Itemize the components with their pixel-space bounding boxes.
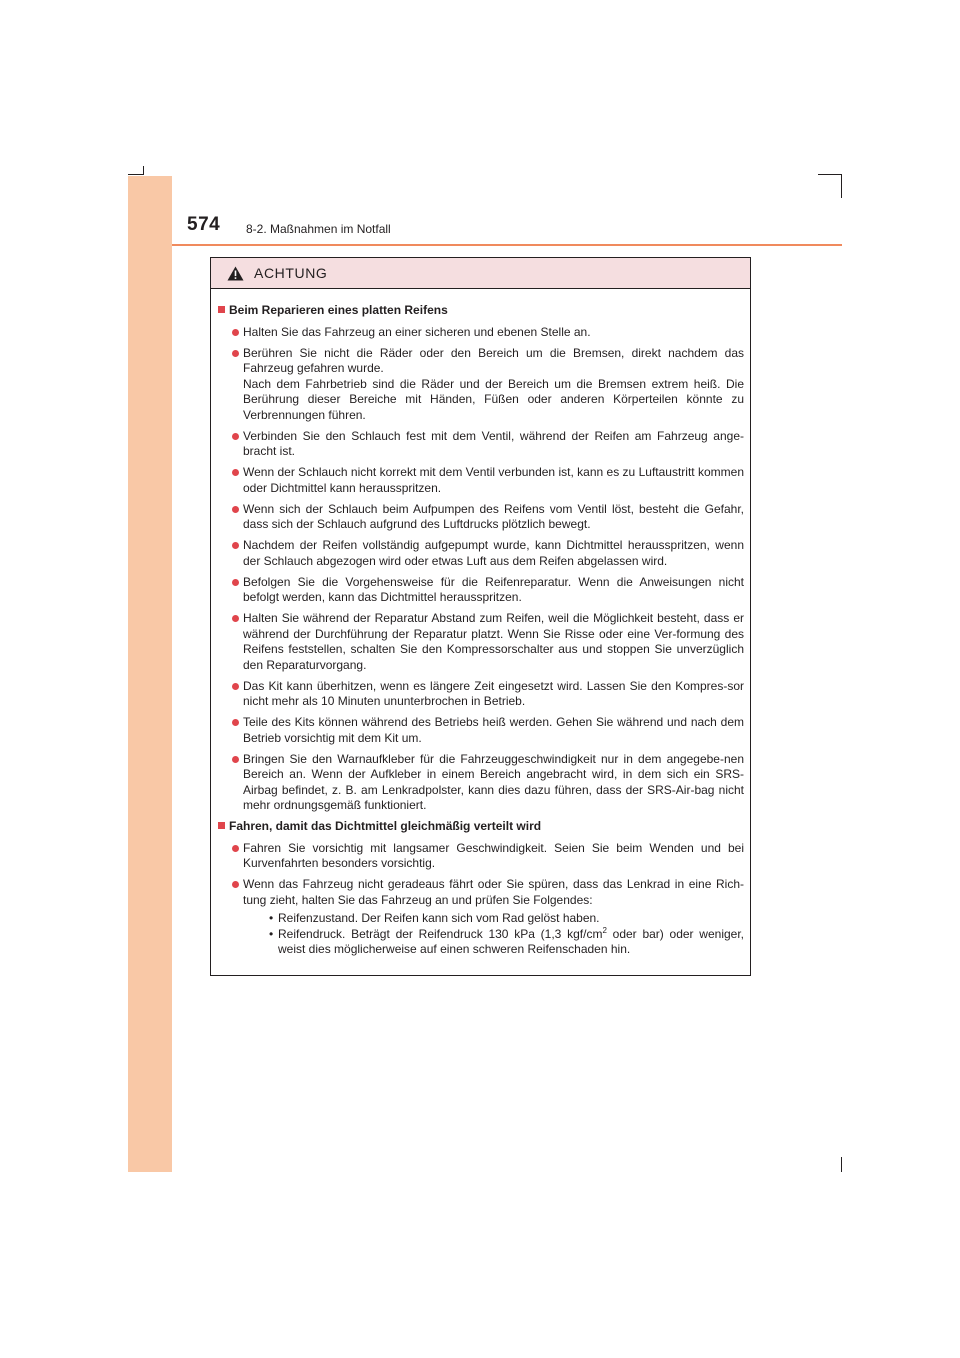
crop-mark bbox=[143, 166, 144, 175]
list-item: Befolgen Sie die Vorgehensweise für die Reifenreparatur. Wenn die Anweisungen nicht befolgt werden, kann das Dichtmittel herausspritzen. bbox=[218, 575, 744, 606]
bullet-dot-icon bbox=[232, 579, 239, 586]
crop-mark bbox=[818, 174, 842, 175]
warning-triangle-icon bbox=[227, 266, 244, 281]
bullet-dot-icon bbox=[232, 542, 239, 549]
crop-mark bbox=[128, 174, 144, 175]
bullet-dot-icon bbox=[232, 845, 239, 852]
list-item: Wenn der Schlauch nicht korrekt mit dem Ventil verbunden ist, kann es zu Luftaustritt kommen oder Dichtmittel kann herausspritzen. bbox=[218, 465, 744, 496]
bullet-dot-icon bbox=[232, 881, 239, 888]
square-bullet-icon bbox=[218, 822, 225, 829]
sub-bullet-marker: • bbox=[269, 911, 274, 925]
warning-title: ACHTUNG bbox=[254, 265, 328, 281]
bullet-dot-icon bbox=[232, 683, 239, 690]
chapter-side-strip bbox=[128, 176, 172, 1172]
section-heading: Fahren, damit das Dichtmittel gleichmäßig verteilt wird bbox=[218, 819, 744, 835]
list-item: Berühren Sie nicht die Räder oder den Bereich um die Bremsen, direkt nachdem das Fahrzeug gefahren wurde. Nach dem Fahrbetrieb sind die Räder und der Bereich um die Bremsen extrem heiß. Die Berührung dieser Bereiche mit Händen, Füßen oder anderen Körperteilen könnte zu Verbrennungen führen. bbox=[218, 346, 744, 424]
bullet-dot-icon bbox=[232, 719, 239, 726]
bullet-dot-icon bbox=[232, 756, 239, 763]
list-item: Halten Sie während der Reparatur Abstand zum Reifen, weil die Möglichkeit besteht, dass er während der Durchführung der Reparatur platzt. Wenn Sie Risse oder eine Ver-formung des Reifens feststellen, schalten Sie den Kompressorschalter aus und stoppen Sie unverzüglich den Reparaturvorgang. bbox=[218, 611, 744, 673]
warning-box bbox=[210, 257, 751, 976]
list-item-detail: Nach dem Fahrbetrieb sind die Räder und der Bereich um die Bremsen extrem heiß. Die Berührung dieser Bereiche mit Händen, Füßen oder anderen Körperteilen könnte zu Verbrennungen führen. bbox=[243, 376, 744, 422]
list-item: Wenn sich der Schlauch beim Aufpumpen des Reifens vom Ventil löst, besteht die Gefahr, dass sich der Schlauch aufgrund des Luftdrucks plötzlich bewegt. bbox=[218, 502, 744, 533]
list-item: Verbinden Sie den Schlauch fest mit dem Ventil, während der Reifen am Fahrzeug ange-bracht ist. bbox=[218, 429, 744, 460]
warning-body bbox=[211, 289, 750, 975]
bullet-dot-icon bbox=[232, 506, 239, 513]
crop-mark bbox=[841, 174, 842, 198]
header-rule bbox=[172, 244, 842, 246]
list-item: Das Kit kann überhitzen, wenn es längere Zeit eingesetzt wird. Lassen Sie den Kompres-sor nicht mehr als 10 Minuten ununterbrochen in Betrieb. bbox=[218, 679, 744, 710]
section-heading: Beim Reparieren eines platten Reifens bbox=[218, 303, 744, 319]
superscript: 2 bbox=[602, 925, 607, 935]
sub-bullet-marker: • bbox=[269, 926, 274, 941]
warning-header bbox=[211, 258, 750, 289]
crop-mark bbox=[841, 1157, 842, 1172]
sub-list-item: • Reifendruck. Beträgt der Reifendruck 130 kPa (1,3 kgf/$cm^2$ oder bar) oder weniger, weist dies möglicherweise auf einen schweren Reifenschaden hin. bbox=[269, 925, 745, 956]
section-title: 8-2. Maßnahmen im Notfall bbox=[246, 222, 391, 236]
bullet-dot-icon bbox=[232, 329, 239, 336]
list-item: Halten Sie das Fahrzeug an einer sicheren und ebenen Stelle an. bbox=[218, 325, 744, 341]
bullet-dot-icon bbox=[232, 350, 239, 357]
sub-list-item: • Reifenzustand. Der Reifen kann sich vom Rad gelöst haben. bbox=[269, 911, 600, 925]
list-item: Nachdem der Reifen vollständig aufgepumpt wurde, kann Dichtmittel herausspritzen, wenn der Schlauch abgezogen wird oder etwas Luft aus dem Reifen abgelassen wird. bbox=[218, 538, 744, 569]
list-item: Teile des Kits können während des Betriebs heiß werden. Gehen Sie während und nach dem Betrieb vorsichtig mit dem Kit um. bbox=[218, 715, 744, 746]
list-item: Bringen Sie den Warnaufkleber für die Fahrzeuggeschwindigkeit nur in dem angegebe-nen Bereich an. Wenn der Aufkleber in einem Bereich angebracht wird, in dem sich ein SRS-Airbag befindet, z. B. am Lenkradpolster, kann dies dazu führen, dass der SRS-Air-bag nicht mehr ordnungsgemäß funktioniert. bbox=[218, 752, 744, 814]
page-number: 574 bbox=[187, 214, 221, 235]
bullet-dot-icon bbox=[232, 469, 239, 476]
list-item: Fahren Sie vorsichtig mit langsamer Geschwindigkeit. Seien Sie beim Wenden und bei Kurvenfahrten besonders vorsichtig. bbox=[218, 841, 744, 872]
square-bullet-icon bbox=[218, 306, 225, 313]
bullet-dot-icon bbox=[232, 615, 239, 622]
bullet-dot-icon bbox=[232, 433, 239, 440]
list-item: Wenn das Fahrzeug nicht geradeaus fährt oder Sie spüren, dass das Lenkrad in eine Rich-tung zieht, halten Sie das Fahrzeug an und prüfen Sie Folgendes: • Reifenzustand. Der Reifen kann sich vom Rad gelöst haben. • Reifendruck. Beträgt der Reifendruck 130 kPa (1,3 kgf/$cm^2$ oder bar) oder weniger, weist dies möglicherweise auf einen schweren Reifenschaden hin. bbox=[218, 877, 744, 958]
